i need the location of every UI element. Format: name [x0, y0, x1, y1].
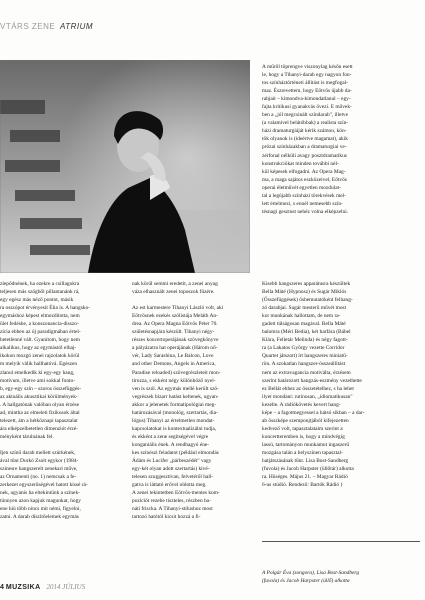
text-line: rabjait – kimondva-kimondatlanul – egy-	[262, 96, 351, 103]
text-line: ven is szól. Az egymás mellé került szö-	[132, 385, 219, 392]
text-line: egy egész más néző pontot, másik	[0, 297, 74, 304]
text-line: 6-us stúdió. Rendező: Bartók Rádió )	[262, 482, 343, 489]
text-line: and other Demons, Angels in America,	[132, 361, 216, 368]
photo-caption	[262, 569, 420, 585]
text-line: balomra (Méri Bedia), két harfára (Bábel	[262, 329, 351, 336]
concert-photo	[0, 60, 250, 273]
text-line: koncertteremben is, hogy a mindvégig	[262, 433, 345, 440]
text-line: mozgása talán a helyszínen tapasztal-	[262, 449, 343, 456]
section-header	[0, 22, 93, 31]
text-line: születésnapjára készült. Tihanyi négy-	[132, 329, 215, 336]
text-line: tal a legújabb színházi törekvések mel-	[262, 192, 346, 199]
text-line: az aktuális akusztikai körülmények-	[0, 393, 78, 400]
text-line: hetetlenné vált. Gyanítom, hogy nem	[0, 337, 80, 344]
text-line: (fuvola) és Jacob Harpster (üllő) alkotta	[262, 578, 350, 585]
text-line: ez Bellát ehhez az összetételhez, s ha lehet	[262, 385, 354, 392]
text-line: lassú, tartományon munkamut ingaszerű	[262, 441, 350, 448]
text-line: és ekként a zene segítségével végre	[132, 433, 209, 440]
text-line: zatni. A darab díszítőelemek egymás	[0, 514, 79, 521]
text-line: (a valamivel belátóbbak) a realista szín-	[262, 120, 349, 127]
text-line: kezelte. A rádiókövetés kevert hang-	[262, 401, 341, 408]
text-line: ab összképe szemponjtjából kifejezetten	[262, 417, 349, 424]
text-line: . A hallgatónak valóban olyan érzése	[0, 401, 80, 408]
text-line: fajta kritikusi gyanakvás övezi. E művek-	[262, 104, 352, 111]
text-line: gatva is láttató erővel oldotta meg.	[132, 482, 207, 489]
text-line: le, hogy a Tihanyi-darab egy nagyon fon-	[262, 72, 352, 79]
caption-divider	[262, 541, 420, 542]
text-line: alkalikus, hogy az egymástól elhaj-	[0, 345, 77, 352]
text-line: képe – a fagottnegyessel a hátsó síkban – a dar-	[262, 409, 365, 416]
column-2	[132, 280, 248, 521]
text-line	[0, 441, 122, 449]
text-line: m melyik válik hallhatóvá. Egészen	[0, 361, 78, 368]
text-line: ület fedésbe, a konszonancia-disszo-	[0, 321, 79, 328]
column-1	[0, 280, 122, 521]
text-line: tünnyen azon kapjuk magunkat, hogy	[0, 498, 81, 505]
text-line: kül képesek elfogadni. Az Opera Mag-	[262, 168, 346, 175]
text-line: házi dramaturgiáját kérik számon, kön-	[262, 128, 347, 135]
text-line: tök olyanok is (ideértve magamat), akik	[262, 136, 348, 143]
text-line: kes színészi feladatot (például elmondás	[132, 449, 219, 456]
text-line: szinesre hangszerelt zenekari műve,	[0, 466, 78, 473]
page-footer	[0, 583, 85, 591]
text-line: telesen szuggesztívan, felvetéről hall-	[132, 474, 214, 481]
text-line: (fuvola) és Jacob Harpster (üllőtár) alkotta	[262, 466, 354, 473]
text-line: operai életművét egyetlen mozdulat-	[262, 184, 341, 191]
text-line: szerint határozott hangzás-eszmény vezethette	[262, 377, 362, 384]
text-line: Quartet játszott) írt hangszeres miniatű-	[262, 353, 348, 360]
text-line: zlanul emelkedik ki egy-egy hang,	[0, 369, 75, 376]
text-line: tartozó hatótól kicsit hozzá a fi-	[132, 514, 201, 521]
text-line: az Ornamenti (no. 1) nemcsak a fe-	[0, 474, 77, 481]
column-3-text	[262, 280, 420, 489]
text-line: lett értelmezi, s ennél nemesebb szín-	[262, 200, 343, 207]
text-line: ikokon mozgó zenei rajzolatok körül	[0, 353, 80, 360]
text-line: egy-két olyan adott szertartás) kivé-	[132, 466, 210, 473]
text-line: konganiális ének. A rendhagyó éne-	[132, 441, 210, 448]
text-line: (Összefüggések) ősbemutatóként felhang-	[262, 297, 353, 304]
text-line: rön. A szokatlan hangszer-összeállítást	[262, 361, 346, 368]
text-line: tírozza, s ekként négy különböző nyel-	[132, 377, 216, 384]
text-line: konstrukciókat minden további nél-	[262, 160, 339, 167]
text-line: ma, a maga sajátos eszközeivel, Eötvös	[262, 176, 347, 183]
text-line: vér, Lady Sarashina, Le Balcon, Love	[132, 353, 214, 360]
text-line: zlepődnének, ha ezekre a csillagokra	[0, 281, 80, 287]
text-line: kor munkának hallottam, de nem ra-	[262, 313, 341, 320]
text-line: A műről töprengve viszonylag későn esett	[262, 64, 353, 70]
photo-image	[0, 60, 250, 273]
magazine-name: MUZSIKA	[5, 584, 41, 591]
text-line: ben a „jól megcsinált színdarab", illetve	[262, 112, 349, 119]
issue-date: 2014 JÚLIUS	[46, 583, 86, 591]
rubric-label: ATRIUM	[59, 22, 94, 31]
column-3	[262, 280, 420, 489]
text-line: Ijen színű darab mellett szürkének,	[0, 449, 76, 456]
intro-column	[262, 63, 420, 216]
text-line: határozásával (monológ, szertartás, dia-	[132, 409, 218, 416]
column-2-text	[132, 280, 248, 521]
text-line: ra (a Lakatos György vezette Corridor	[262, 345, 345, 352]
text-line: nek, ugyanis ha eltekintünk a színek-	[0, 490, 80, 497]
text-line: zícia ebben az új paradigmában értel-	[0, 329, 81, 336]
text-line: hatjátszásának tűnt. Lisa Bost-Sandberg	[262, 458, 349, 465]
text-line: teljesen más szögből pillantanánk rá,	[0, 289, 80, 296]
text-line: ra osszópot érvényesít Élia is. A hangsko-	[0, 305, 90, 312]
text-line: Eötvösnek ezekés szólistája Meláth An-	[132, 313, 218, 320]
text-line: zérfonal nélküli avagy posztdramatikus	[262, 152, 347, 159]
column-1-text	[0, 280, 122, 521]
text-line: motívum, illetve ami sokkal fonto-	[0, 377, 76, 384]
text-line: ményként tárulnának fel.	[0, 433, 54, 440]
text-line: a pályázatra hat operájának (Három nő-	[132, 345, 218, 352]
text-line: zó darabjai. Sugár mesterű művét most	[262, 305, 347, 312]
text-line: pozíciót rezebe tiszteles, részben ba-	[132, 498, 211, 505]
text-line: nak körül semmi eredetit, a zenei anyag	[132, 281, 218, 287]
text-line: Kisebb hangszeres apparátusra készültek	[262, 281, 351, 287]
text-line: telezett, ám a hétköznapi tapasztalat	[0, 417, 78, 424]
text-line: gadott túlságosan magával. Bella Máté	[262, 321, 346, 328]
text-line: maz. Észrevettem, hogy Eötvös újabb da-	[262, 88, 352, 95]
text-line: Bella Máté (Hypnosz) és Sugár Miklós	[262, 289, 347, 296]
section-label: VTÁRS ZENE	[0, 22, 56, 31]
text-line: ával tűnt Durkó Zsolt egykor (1984-	[0, 458, 79, 465]
text-line: Az est karmestere Tihanyi László volt, aki	[132, 305, 224, 312]
page-number: 4	[0, 584, 4, 591]
text-line: kedvező volt, tapasztalataim szerint a	[262, 425, 343, 432]
intro-text	[262, 63, 420, 216]
text-line: b, egy-egy szín – szoros összefüggés-	[0, 385, 82, 392]
text-line: Paradise reloaded) szövegrészleteit mon-	[132, 369, 221, 376]
text-line: zerkezet egyszerűségével hatott kissé rá-	[0, 482, 88, 489]
text-line: A Polgár Éva (zongora), Lisa Bost-Sandberg	[262, 570, 360, 576]
text-line: akkor a jelenetek formatipológiai meg-	[132, 401, 217, 408]
text-line: kapcsolatokat is kontextualizálni tudja,	[132, 425, 217, 432]
text-line: lógus) Tihanyi az értelmetlen mondat-	[132, 417, 215, 424]
text-line: nem az extravagancia motiválta, érzésem	[262, 369, 351, 376]
text-line: ra. Hüséges. Május 21. – Magyar Rádió	[262, 474, 348, 481]
text-line: vázа elhasznált zenei toposzok füzére.	[132, 289, 215, 296]
text-line: Ádám és Lucifer „párbeszédét" vagy	[132, 458, 212, 465]
text-line: A zenei tekintetben Eötvös-mentes kom-	[132, 490, 220, 497]
text-line: tos színháztörténeti állítást is megfogal-	[262, 80, 348, 87]
text-line: ilyet mondani: rutinosan, „idiomatikusan"	[262, 393, 353, 400]
text-line: Klára, Felletár Melinda) és négy fagott-	[262, 337, 348, 344]
text-line: náti friscka. A Tihanyi-stílushoz most	[132, 506, 213, 513]
text-line: drea. Az Opera Magna Eötvös Péter 70.	[132, 321, 218, 328]
text-line: prózai színházakban a dramaturgiai ve-	[262, 144, 347, 151]
text-line: ára elképzelhetetlen dimenziót érzé-	[0, 425, 78, 432]
caption-text	[262, 569, 420, 585]
text-line: vegrészek bizarr hatást keltenek, ugyan-	[132, 393, 219, 400]
text-line	[132, 296, 248, 304]
text-line: egymáshoz képest elmozdította, nem	[0, 313, 80, 320]
text-line: ad, mintha az elmeleti fizikusok által	[0, 409, 80, 416]
text-line: részes koncertoperájának szövegkönyve	[132, 337, 219, 344]
text-line: ene hiú több nincs mit némi, figyelni,	[0, 506, 81, 513]
text-line: tésnagi gesztust nehéz volna elképzelni.	[262, 208, 349, 215]
